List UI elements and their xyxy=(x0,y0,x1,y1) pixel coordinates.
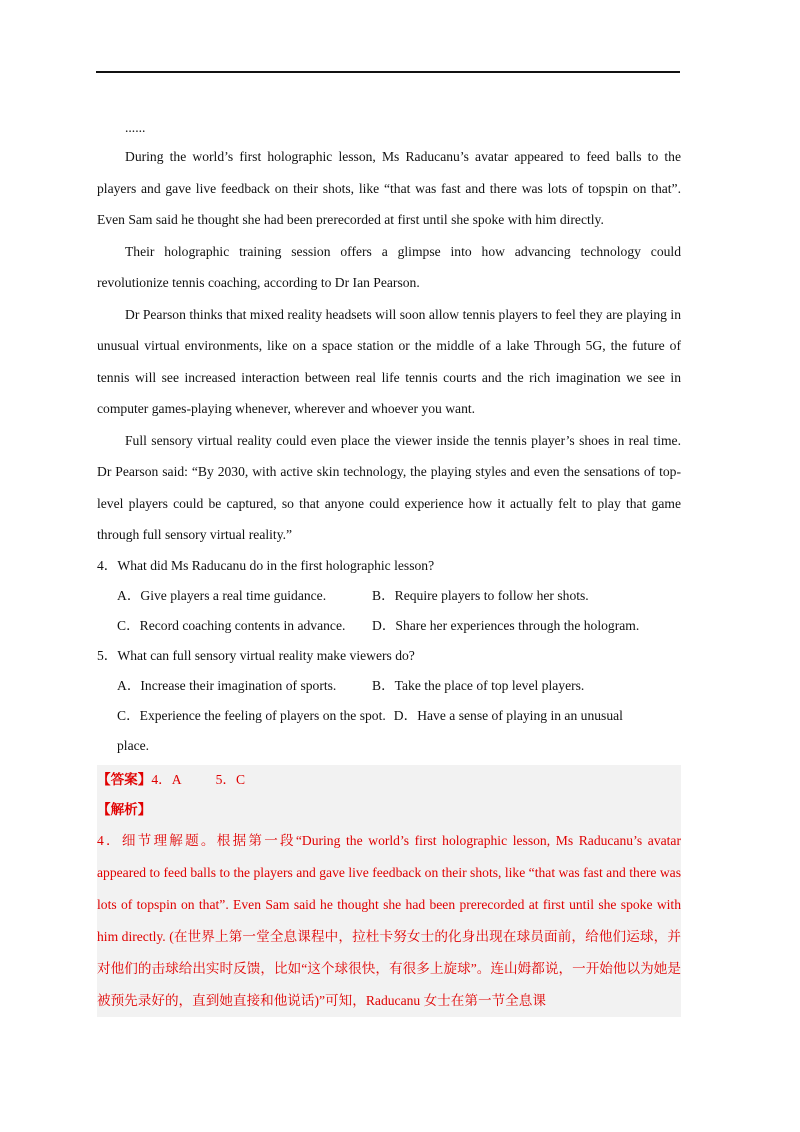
question-4-option-c: C．Record coaching contents in advance. xyxy=(117,617,346,633)
question-5-stem: 5．What can full sensory virtual reality make viewers do? xyxy=(97,647,415,663)
question-5-option-d-continuation: place. xyxy=(117,737,150,753)
question-4-option-b: B．Require players to follow her shots. xyxy=(372,587,589,603)
paragraph-4: Full sensory virtual reality could even place the viewer inside the tennis player’s shoes in real time. Dr Pearson said: “By 2030, with active skin technology, the playing styles and even the sensations of top-level players could be captured, so that anyone could experience how it actually felt to play that game through full sensory virtual reality.” xyxy=(97,432,681,542)
question-5-options xyxy=(97,671,681,701)
question-4-option-d: D．Share her experiences through the hologram. xyxy=(372,617,640,633)
answer-label: 【答案】 xyxy=(97,771,152,787)
question-5-option-a: A．Increase their imagination of sports. xyxy=(117,677,337,693)
header-rule xyxy=(96,71,680,73)
paragraph-2: Their holographic training session offers a glimpse into how advancing technology could revolutionize tennis coaching, according to Dr Ian Pearson. xyxy=(97,243,681,290)
question-4-stem: 4．What did Ms Raducanu do in the first holographic lesson? xyxy=(97,557,435,573)
question-4-option-a: A．Give players a real time guidance. xyxy=(117,587,327,603)
document-body xyxy=(97,114,681,1017)
question-5-option-d: D．Have a sense of playing in an unusual xyxy=(393,707,623,723)
question-5-option-b: B．Take the place of top level players. xyxy=(372,677,585,693)
paragraph-3: Dr Pearson thinks that mixed reality headsets will soon allow tennis players to feel they are playing in unusual virtual environments, like on a space station or the middle of a lake Through 5G, the future of tennis will see increased interaction between real life tennis courts and the rich imagination we see in computer games-playing whenever, wherever and whoever you want. xyxy=(97,306,681,416)
answer-5: 5．C xyxy=(215,771,246,787)
answer-4: 4．A xyxy=(151,771,182,787)
answer-line xyxy=(97,765,681,795)
analysis-text: 4．细节理解题。根据第一段“During the world’s first holographic lesson, Ms Raducanu’s avatar appeared to feed balls to the players and gave live feedback on their shots, like “that was fast and there was lots of topspin on that”. Even Sam said he thought she had been prerecorded at first until she spoke with him directly. (在世界上第一堂全息课程中，拉杜卡努女士的化身出现在球员面前，给他们运球，并对他们的击球给出实时反馈，比如“这个球很快，有很多上旋球”。连山姆都说，一开始他以为她是被预先录好的，直到她直接和他说话)”可知，Raducanu 女士在第一节全息课 xyxy=(97,832,681,1008)
ellipsis: ...... xyxy=(125,120,146,135)
question-5-option-c: C．Experience the feeling of players on the spot. xyxy=(117,707,386,723)
paragraph-1: During the world’s first holographic lesson, Ms Raducanu’s avatar appeared to feed balls to the players and gave live feedback on their shots, like “that was fast and there was lots of topspin on that”. Even Sam said he thought she had been prerecorded at first until she spoke with him directly. xyxy=(97,149,681,227)
question-5-option-row-cd xyxy=(97,701,681,731)
answer-block xyxy=(97,765,681,1017)
question-4-options xyxy=(97,581,681,641)
analysis-label: 【解析】 xyxy=(97,801,152,817)
